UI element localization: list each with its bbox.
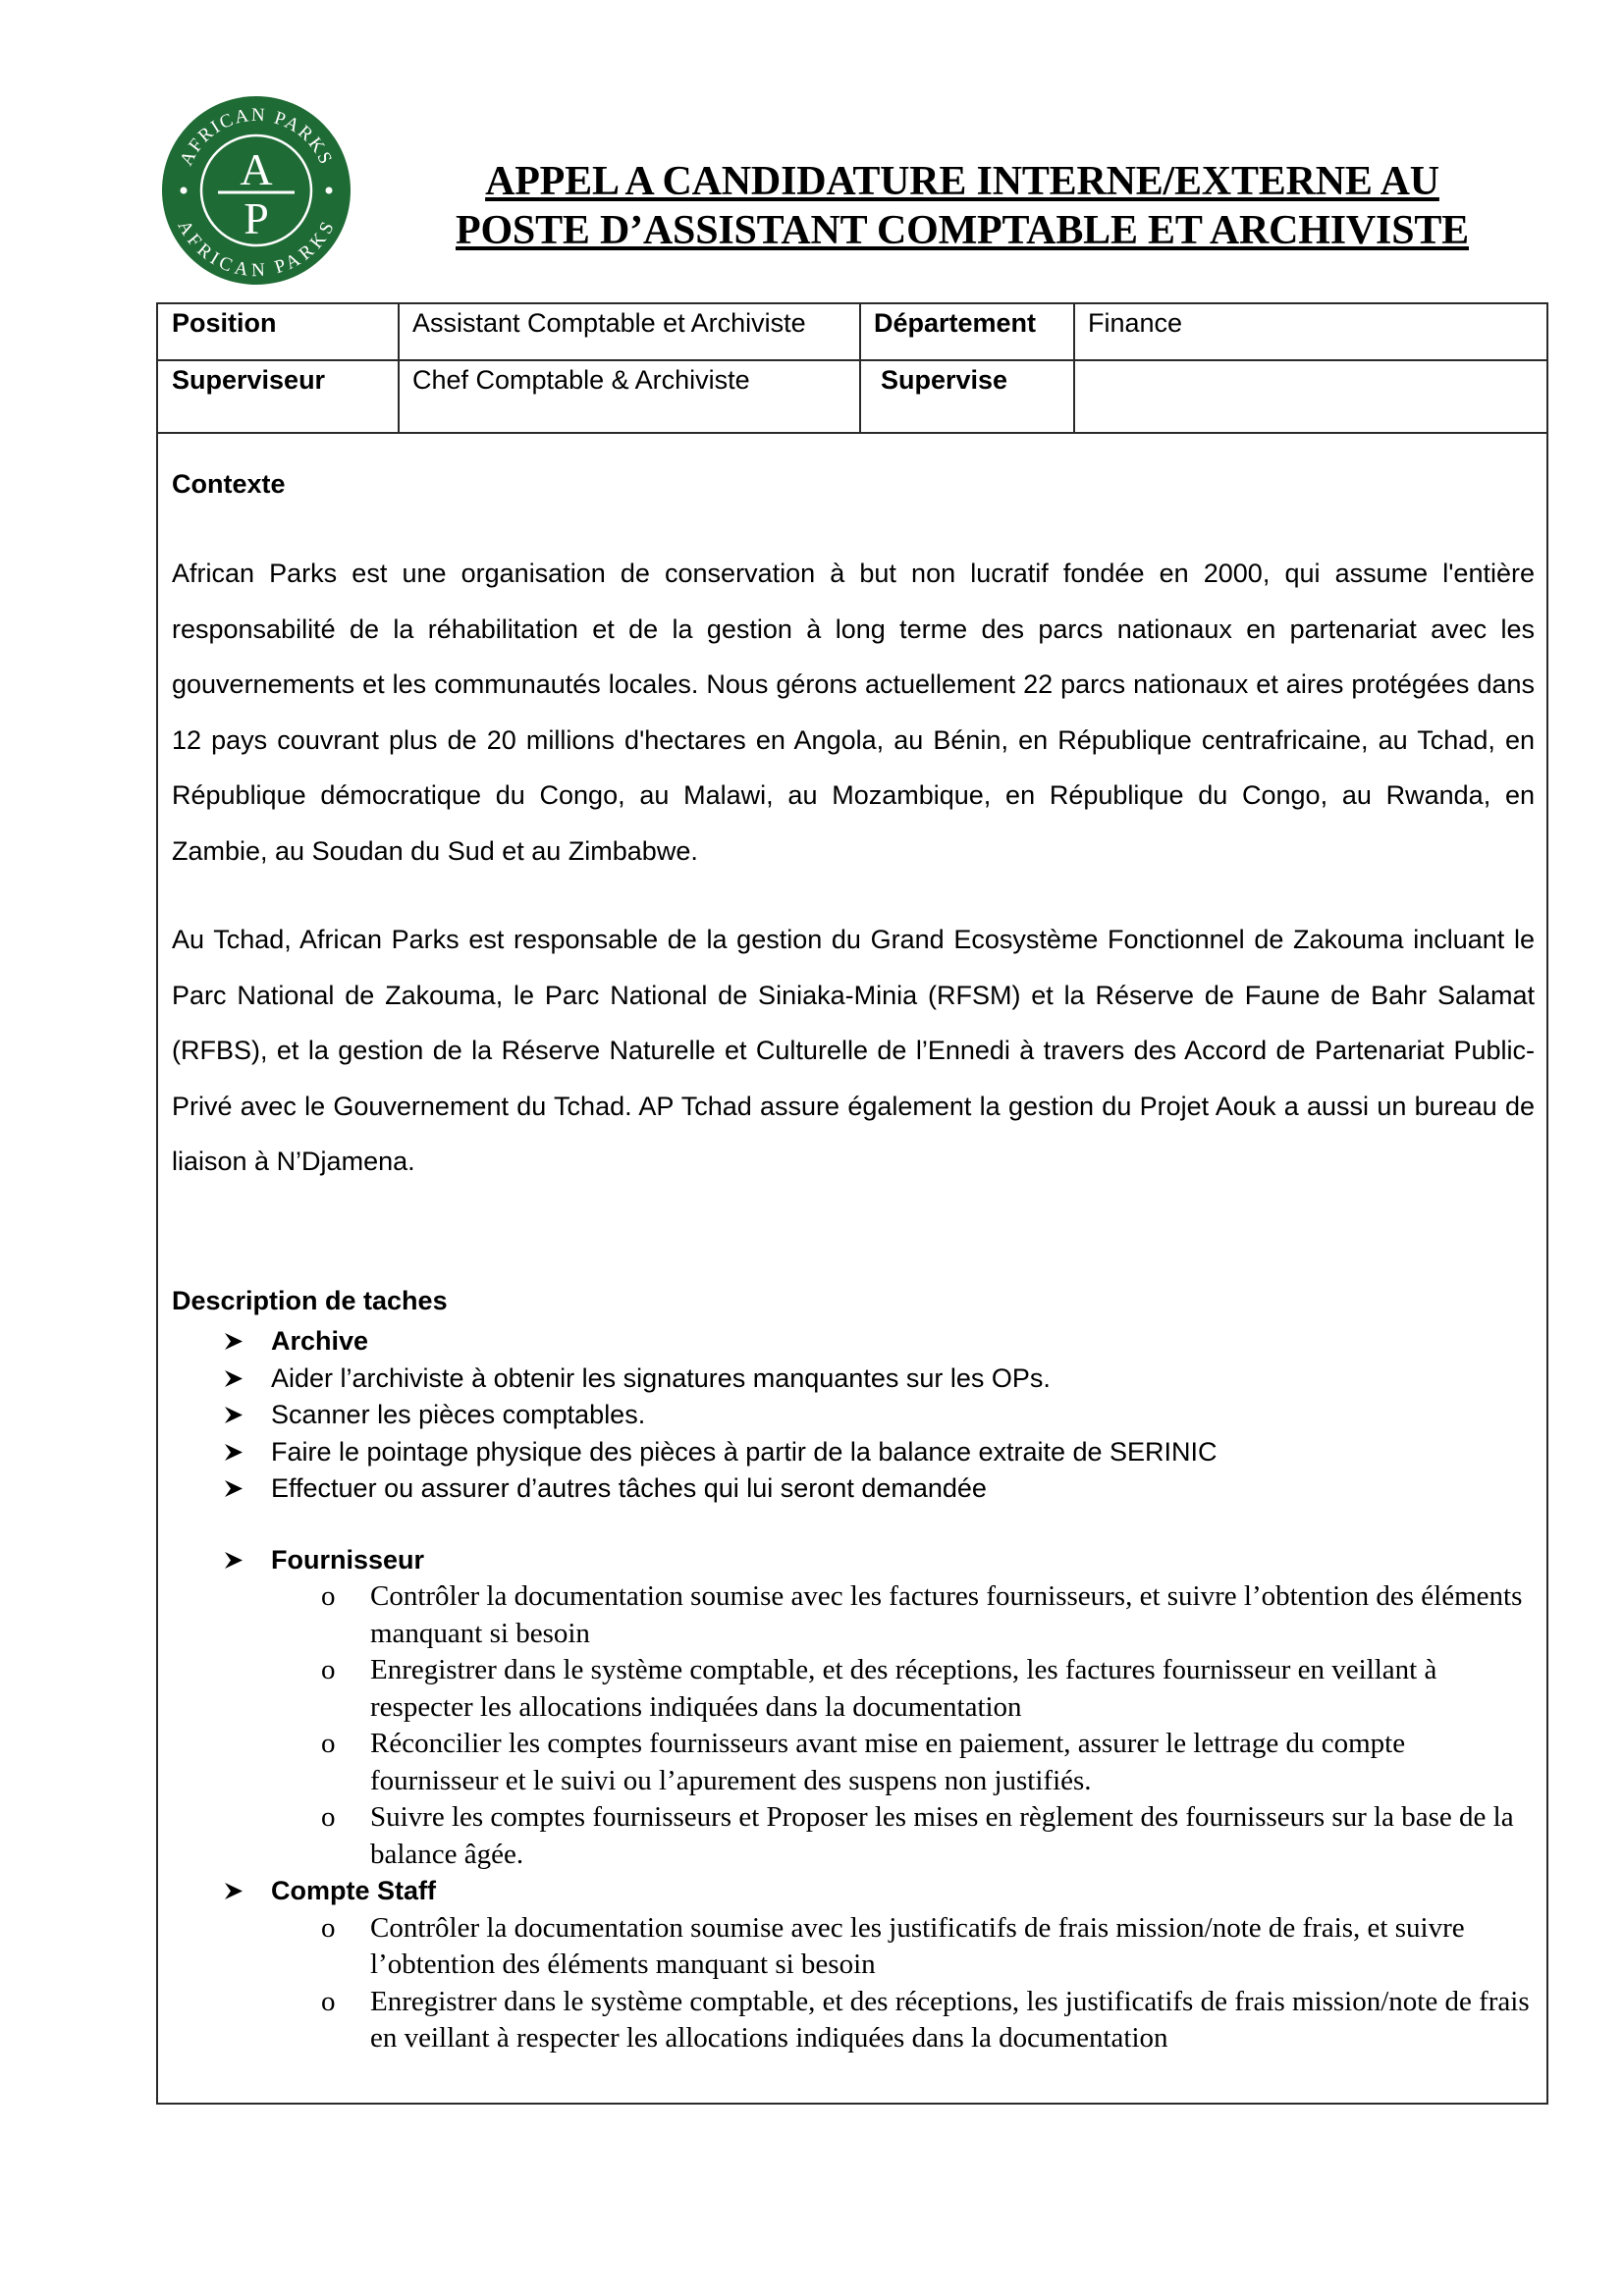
description-heading: Description de taches — [172, 1286, 448, 1315]
table-col-divider-2 — [859, 302, 861, 433]
list-item — [172, 1434, 1537, 1471]
supervise-label: Supervise — [881, 365, 1008, 395]
bullet-fournisseur — [172, 1542, 1537, 1579]
fournisseur-item: Contrôler la documentation soumise avec les factures fournisseurs, et suivre l’obtention des éléments manquant si besoin — [370, 1580, 1523, 1649]
sub-bullet-marker: o — [321, 1654, 336, 1685]
arrow-bullet-icon — [223, 1323, 246, 1360]
list-item — [172, 1361, 1537, 1398]
list-item — [172, 1470, 1537, 1508]
superviseur-value: Chef Comptable & Archiviste — [412, 365, 750, 395]
table-col-divider-1 — [398, 302, 400, 433]
contexte-paragraph-2: Au Tchad, African Parks est responsable de la gestion du Grand Ecosystème Fonctionnel de Zakouma incluant le Parc National de Zakouma, le Parc National de Siniaka-Minia (RFSM) et la Réserve de Faune de Bahr Salamat (RFBS), et la gestion de la Réserve Naturelle et Culturelle de l’Ennedi à travers des Accord de Partenariat Public-Privé avec le Gouvernement du Tchad. AP Tchad assure également la gestion du Projet Aouk a aussi un bureau de liaison à N’Djamena. — [172, 925, 1535, 1176]
logo-letter-p: P — [244, 193, 269, 243]
title-line-2: POSTE D’ASSISTANT COMPTABLE ET ARCHIVISTE — [456, 208, 1469, 253]
sub-bullet-marker: o — [321, 1911, 336, 1944]
page-title — [393, 157, 1532, 255]
bullet-compte-staff — [172, 1873, 1537, 1910]
departement-value: Finance — [1088, 308, 1183, 338]
fournisseur-title: Fournisseur — [271, 1544, 425, 1575]
compte-staff-item: Enregistrer dans le système comptable, et des réceptions, les justificatifs de frais mission/note de frais en veillant à respecter les allocations indiquées dans la documentation — [370, 1985, 1530, 2054]
list-item — [172, 1578, 1537, 1652]
superviseur-label: Superviseur — [172, 365, 326, 395]
sub-bullet-marker: o — [321, 1580, 336, 1612]
list-item — [172, 1397, 1537, 1434]
arrow-bullet-icon — [223, 1397, 246, 1433]
list-item — [172, 1799, 1537, 1873]
list-item — [172, 1726, 1537, 1799]
logo-text-top: AFRICAN PARKS — [176, 104, 337, 170]
table-row-divider — [156, 359, 1548, 361]
list-item — [172, 1652, 1537, 1726]
position-value: Assistant Comptable et Archiviste — [412, 308, 806, 338]
sub-bullet-marker: o — [321, 1728, 336, 1759]
compte-staff-title: Compte Staff — [271, 1876, 436, 1905]
bullet-archive — [172, 1323, 1537, 1361]
logo-text-bottom: AFRICAN PARKS — [173, 217, 340, 282]
fournisseur-item: Suivre les comptes fournisseurs et Proposer les mises en règlement des fournisseurs sur la base de la balance âgée. — [370, 1801, 1514, 1870]
logo-letter-a: A — [240, 144, 273, 194]
contexte-paragraph-1: African Parks est une organisation de conservation à but non lucratif fondée en 2000, qui assume l'entière responsabilité de la réhabilitation et de la gestion à long terme des parcs nationaux en partenariat avec les gouvernements et les communautés locales. Nous gérons actuellement 22 parcs nationaux et aires protégées dans 12 pays couvrant plus de 20 millions d'hectares en Angola, au Bénin, en République centrafricaine, au Tchad, en République démocratique du Congo, au Malawi, au Mozambique, en République du Congo, au Rwanda, en Zambie, au Soudan du Sud et au Zimbabwe. — [172, 559, 1535, 866]
fournisseur-item: Réconcilier les comptes fournisseurs avant mise en paiement, assurer le lettrage du compte fournisseur et le suivi ou l’apurement des suspens non justifiés. — [370, 1728, 1406, 1796]
compte-staff-item: Contrôler la documentation soumise avec les justificatifs de frais mission/note de frais, et suivre l’obtention des éléments manquant si besoin — [370, 1911, 1465, 1980]
title-line-1: APPEL A CANDIDATURE INTERNE/EXTERNE AU — [485, 159, 1439, 204]
african-parks-logo — [157, 96, 355, 285]
archive-title: Archive — [271, 1326, 369, 1356]
arrow-bullet-icon — [223, 1873, 246, 1909]
archive-item: Effectuer ou assurer d’autres tâches qui lui seront demandée — [271, 1473, 987, 1503]
task-list — [172, 1323, 1537, 2057]
sub-bullet-marker: o — [321, 1801, 336, 1833]
list-item — [172, 1984, 1537, 2057]
archive-item: Scanner les pièces comptables. — [271, 1400, 646, 1429]
sub-bullet-marker: o — [321, 1985, 336, 2017]
list-item — [172, 1910, 1537, 1984]
position-label: Position — [172, 308, 277, 338]
contexte-heading: Contexte — [172, 469, 286, 499]
arrow-bullet-icon — [223, 1542, 246, 1578]
arrow-bullet-icon — [223, 1470, 246, 1507]
table-col-divider-3 — [1073, 302, 1075, 433]
arrow-bullet-icon — [223, 1361, 246, 1397]
archive-item: Faire le pointage physique des pièces à partir de la balance extraite de SERINIC — [271, 1436, 1218, 1467]
departement-label: Département — [874, 308, 1037, 338]
archive-item: Aider l’archiviste à obtenir les signatures manquantes sur les OPs. — [271, 1362, 1051, 1393]
table-bottom-border — [156, 432, 1548, 434]
fournisseur-item: Enregistrer dans le système comptable, et des réceptions, les factures fournisseur en veillant à respecter les allocations indiquées dans la documentation — [370, 1654, 1437, 1723]
arrow-bullet-icon — [223, 1434, 246, 1470]
